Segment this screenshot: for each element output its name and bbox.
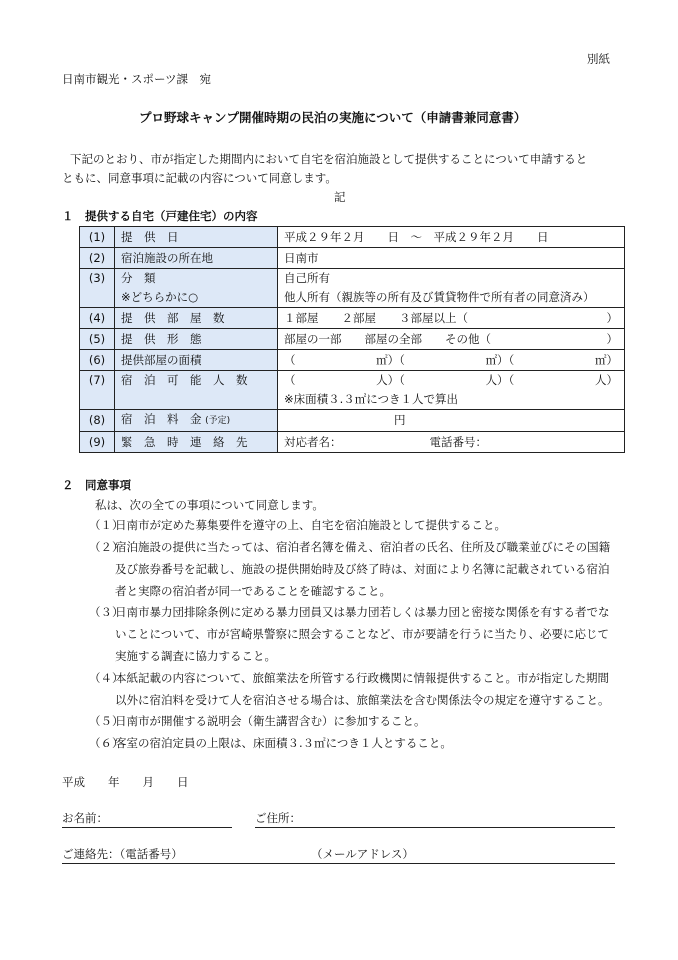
consent-item: （３） 日南市暴力団排除条例に定める暴力団員又は暴力団若しくは暴力団と密接な関係を有する者でないことについて、市が宮崎県警察に照会することなど、市が要請を行うに当たり、必要に応じて実施する調査に協力すること。 [89, 605, 610, 663]
consent-item: （１） 日南市が定めた募集要件を遵守の上、自宅を宿泊施設として提供すること。 [89, 518, 506, 532]
intro-line-1: 下記のとおり、市が指定した期間内において自宅を宿泊施設として提供することについて申請すると [70, 152, 588, 166]
attachment-label: 別紙 [587, 52, 610, 66]
row-number: (1) [80, 227, 115, 248]
room-count-field[interactable]: １部屋 ２部屋 ３部屋以上（ ） [278, 308, 625, 329]
contact-phone-label: ご連絡先：（電話番号） [62, 847, 183, 861]
row-number: (4) [80, 308, 115, 329]
name-label: お名前： [62, 811, 108, 825]
table-row [80, 269, 625, 308]
lodging-fee-field[interactable]: 円 [278, 410, 625, 432]
name-input-line[interactable] [62, 827, 232, 828]
section2-intro: 私は、次の全ての事項について同意します。 [95, 498, 324, 512]
row-label: 緊 急 時 連 絡 先 [115, 432, 278, 453]
address-input-line[interactable] [255, 827, 615, 828]
addressee: 日南市観光・スポーツ課 宛 [62, 72, 212, 86]
date-field[interactable]: 平成 年 月 日 [62, 775, 189, 789]
consent-item: （６） 客室の宿泊定員の上限は、床面積３.３㎡につき１人とすること。 [89, 736, 452, 750]
row-label: 宿泊施設の所在地 [115, 248, 278, 269]
capacity-field[interactable]: （ 人）（ 人）（ 人） ※床面積３.３㎡につき１人で算出 [278, 371, 625, 410]
table-row [80, 432, 625, 453]
consent-item: （２） 宿泊施設の提供に当たっては、宿泊者名簿を備え、宿泊者の氏名、住所及び職業並びにその国籍及び旅券番号を記載し、施設の提供開始時及び終了時は、対面により名簿に記載されている宿泊者と実際の宿泊者が同一であることを確認すること。 [89, 540, 611, 598]
table-row [80, 227, 625, 248]
facility-address-field[interactable]: 日南市 [278, 248, 625, 269]
table-row [80, 410, 625, 432]
table-row [80, 308, 625, 329]
row-label: 提 供 日 [115, 227, 278, 248]
offer-type-field[interactable]: 部屋の一部 部屋の全部 その他（ ） [278, 329, 625, 350]
row-number: (9) [80, 432, 115, 453]
row-label: 提 供 形 態 [115, 329, 278, 350]
housing-details-table [79, 226, 625, 453]
row-label: 提 供 部 屋 数 [115, 308, 278, 329]
row-number: (3) [80, 269, 115, 308]
contact-email-label: （メールアドレス） [311, 847, 414, 861]
table-row [80, 329, 625, 350]
row-label: 提供部屋の面積 [115, 350, 278, 371]
consent-item: （４） 本紙記載の内容について、旅館業法を所管する行政機関に情報提供すること。市が指定した期間以外に宿泊料を受けて人を宿泊させる場合は、旅館業法を含む関係法令の規定を遵守すること。 [89, 671, 610, 707]
row-label: 分 類 ※どちらかに○ [115, 269, 278, 308]
row-number: (2) [80, 248, 115, 269]
consent-item: （５） 日南市が開催する説明会（衛生講習含む）に参加すること。 [89, 714, 426, 728]
table-row [80, 371, 625, 410]
room-area-field[interactable]: （ ㎡）（ ㎡）（ ㎡） [278, 350, 625, 371]
row-number: (6) [80, 350, 115, 371]
offer-date-field[interactable]: 平成２９年２月 日 ～ 平成２９年２月 日 [278, 227, 625, 248]
row-label: 宿 泊 料 金 (予定) [115, 410, 278, 432]
row-number: (8) [80, 410, 115, 432]
section1-title: １ 提供する自宅（戸建住宅）の内容 [62, 209, 258, 223]
ownership-field[interactable] [278, 269, 625, 308]
own-property-option[interactable]: 自己所有 [284, 271, 330, 285]
row-number: (5) [80, 329, 115, 350]
others-property-option[interactable]: 他人所有（親族等の所有及び賃貸物件で所有者の同意済み） [284, 290, 595, 304]
row-label: 宿 泊 可 能 人 数 [115, 371, 278, 410]
table-row [80, 248, 625, 269]
intro-line-2: ともに、同意事項に記載の内容について同意します。 [62, 171, 337, 185]
row-number: (7) [80, 371, 115, 410]
ki-heading: 記 [334, 190, 346, 204]
table-row [80, 350, 625, 371]
address-label: ご住所： [255, 811, 301, 825]
contact-input-line[interactable] [62, 863, 615, 864]
section2-title: ２ 同意事項 [62, 478, 131, 492]
emergency-contact-field[interactable]: 対応者名： 電話番号： [278, 432, 625, 453]
page-title: プロ野球キャンプ開催時期の民泊の実施について（申請書兼同意書） [139, 110, 527, 125]
